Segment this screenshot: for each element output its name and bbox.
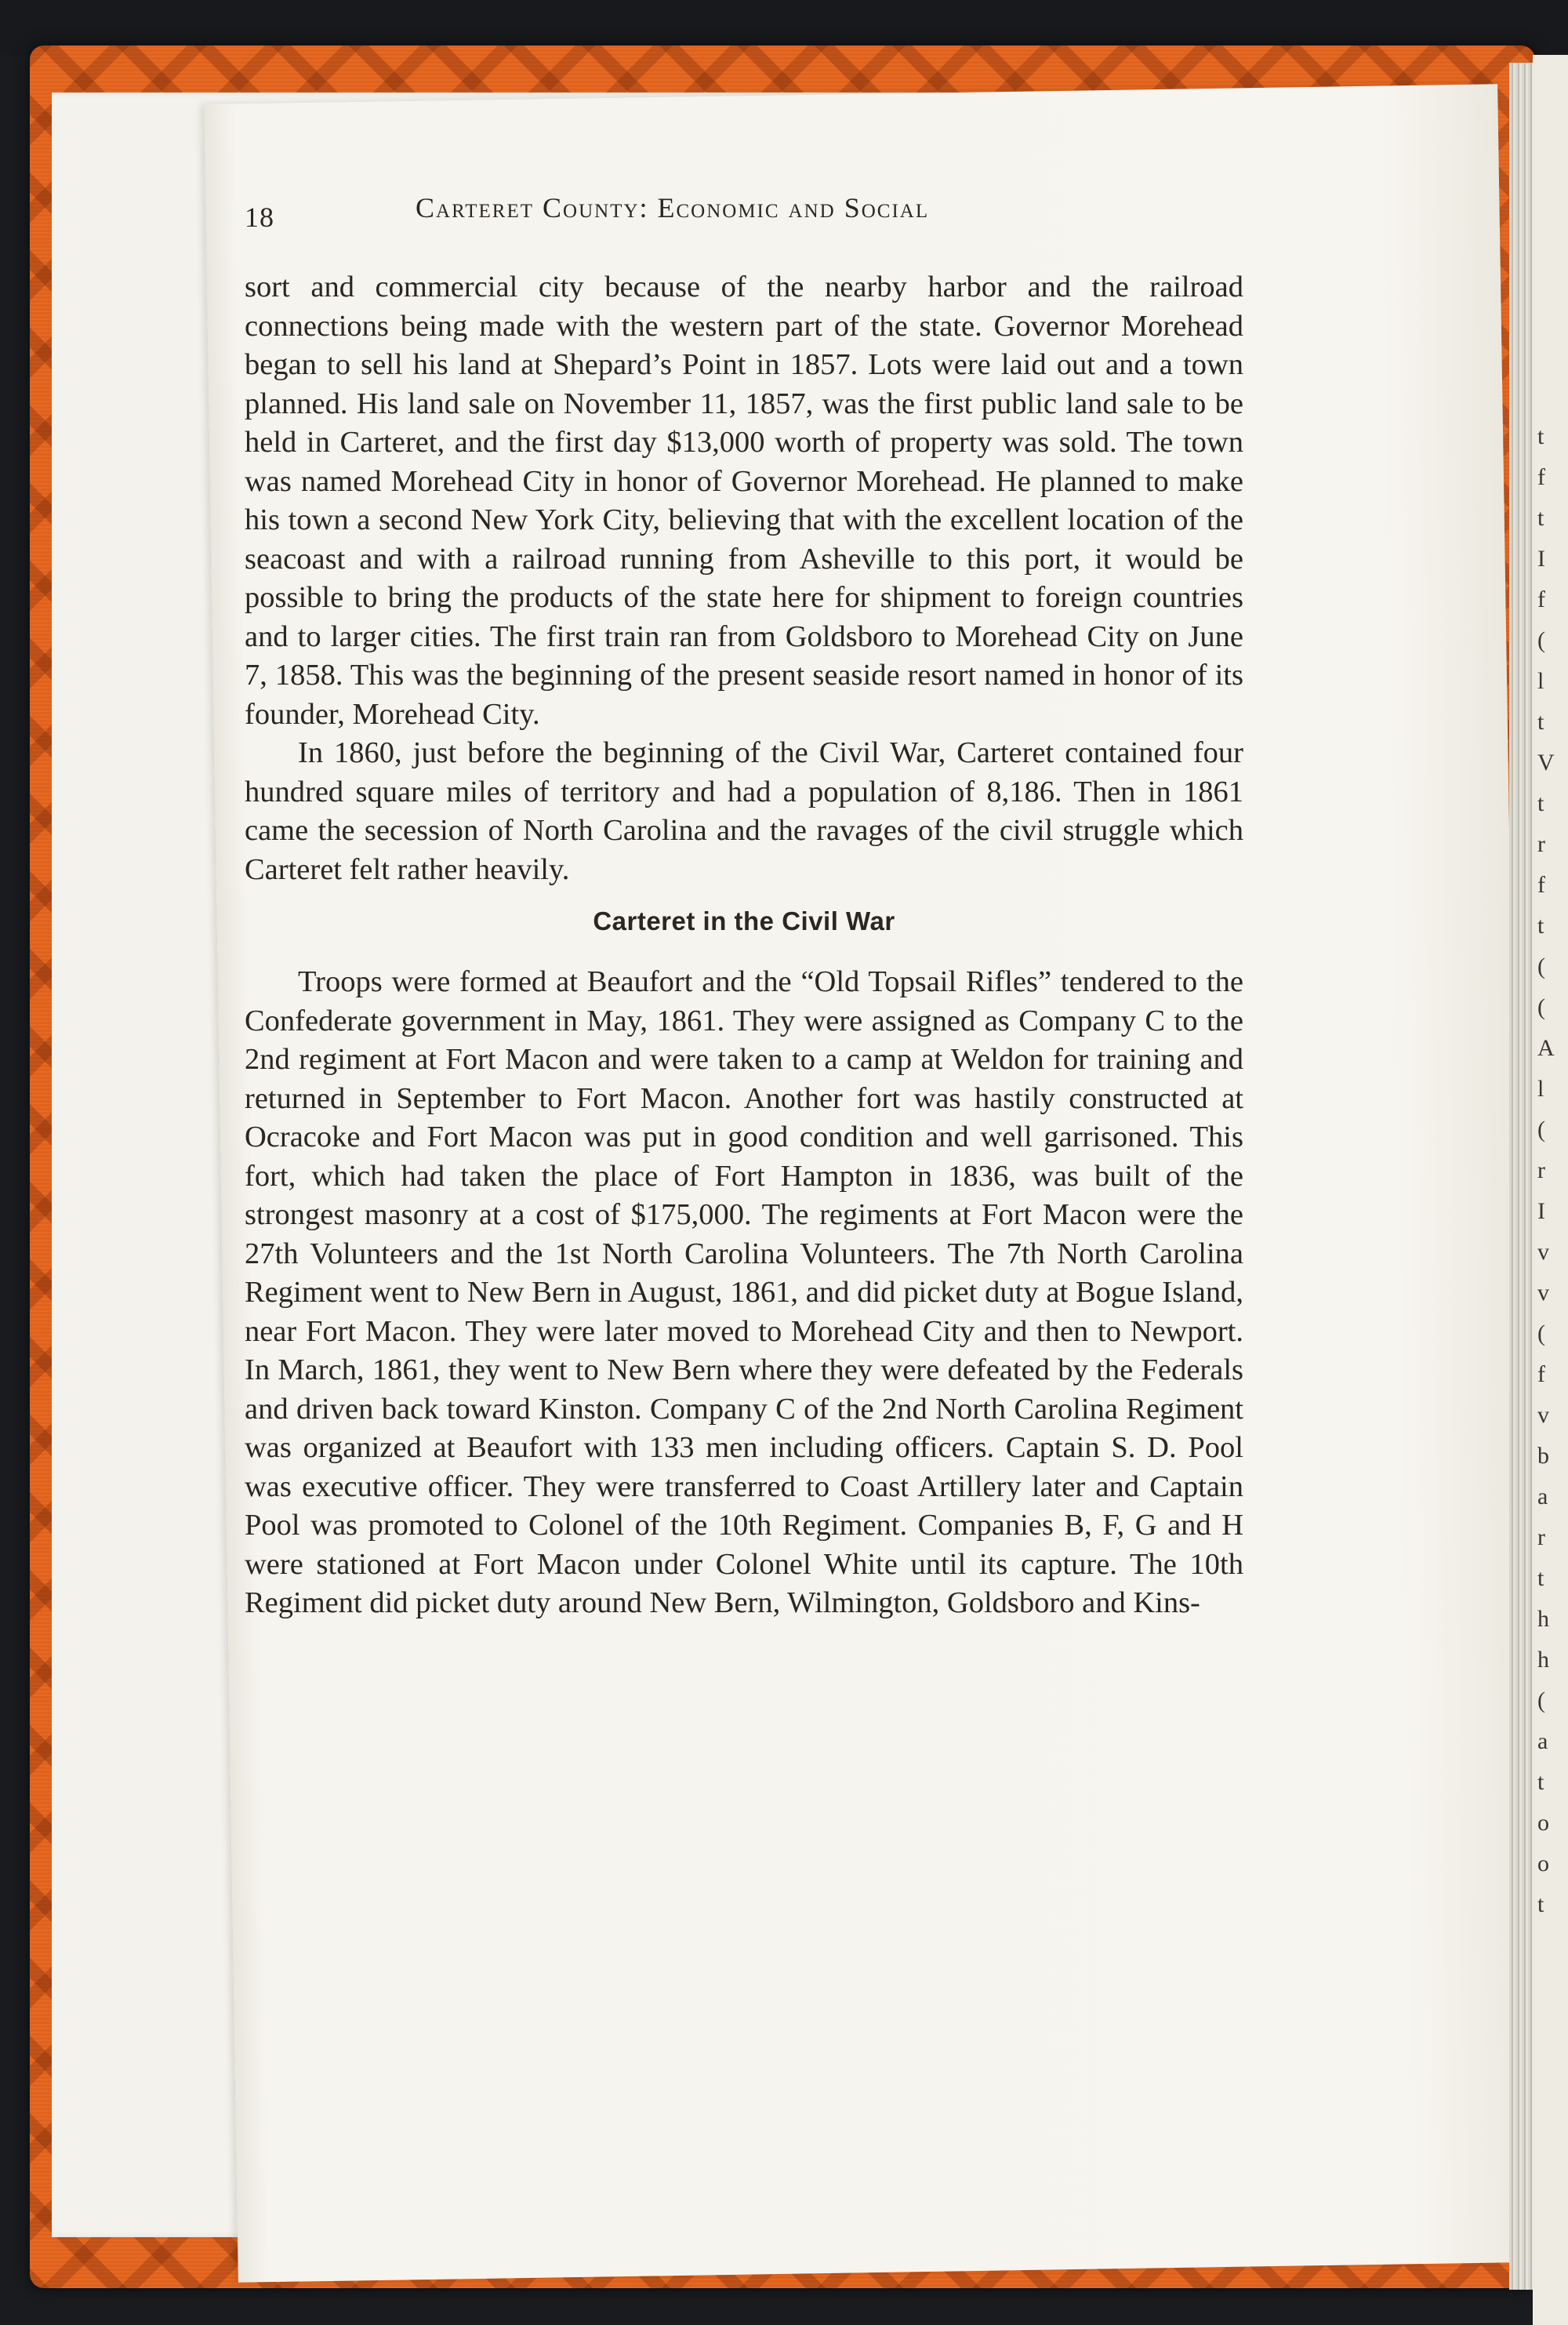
- page-number: 18: [245, 202, 274, 233]
- next-page-fragment: r: [1537, 1157, 1545, 1183]
- next-page-fragment: I: [1537, 546, 1545, 572]
- next-page-fragment: a: [1537, 1728, 1548, 1754]
- next-page-fragment: (: [1537, 1117, 1545, 1143]
- next-page-fragment: (: [1537, 1687, 1545, 1713]
- next-page-sliver: [1533, 55, 1568, 2325]
- next-page-fragment: f: [1537, 872, 1545, 898]
- next-page-fragment: t: [1537, 790, 1544, 816]
- next-page-fragment: t: [1537, 709, 1544, 735]
- next-page-fragment: f: [1537, 1361, 1545, 1387]
- next-page-fragment: t: [1537, 505, 1544, 531]
- next-page-fragment: a: [1537, 1484, 1548, 1509]
- next-page-fragment: h: [1537, 1606, 1549, 1632]
- next-page-fragment: r: [1537, 1524, 1545, 1550]
- next-page-fragment: A: [1537, 1035, 1555, 1061]
- running-head: [245, 187, 1243, 249]
- page-content: [245, 187, 1243, 1623]
- next-page-fragment: o: [1537, 1810, 1549, 1836]
- next-page-fragment: t: [1537, 913, 1544, 939]
- next-page-fragment: t: [1537, 1565, 1544, 1591]
- next-page-fragment: v: [1537, 1239, 1549, 1265]
- next-page-fragment: v: [1537, 1402, 1549, 1428]
- next-page-fragment: f: [1537, 587, 1545, 612]
- paragraph-1860-population: In 1860, just before the beginning of the Civil War, Carteret contained four hundred square miles of territory and had a population of 8,186. Then in 1861 came the secession of North Carolina and the ravages of the civil struggle which Carteret felt rather heavily.: [245, 736, 1243, 886]
- next-page-fragment: V: [1537, 750, 1555, 776]
- next-page-fragment: r: [1537, 831, 1545, 857]
- next-page-fragment: t: [1537, 1891, 1544, 1917]
- next-page-fragment: o: [1537, 1851, 1549, 1876]
- next-page-fragment: I: [1537, 1198, 1545, 1224]
- next-page-fragment: v: [1537, 1280, 1549, 1306]
- next-page-fragment: t: [1537, 423, 1544, 449]
- next-page-fragment: f: [1537, 464, 1545, 490]
- section-heading: Carteret in the Civil War: [593, 906, 895, 935]
- paragraph-civil-war-troops: Troops were formed at Beaufort and the “Old Topsail Rifles” tendered to the Confederate government in May, 1861. They were assigned as Company C to the 2nd regiment at Fort Macon and were taken to a camp at Weldon for training and returned in September to Fort Macon. Another fort was hastily constructed at Ocracoke and Fort Macon was put in good condition and well garrisoned. This fort, which had taken the place of Fort Hampton in 1836, was built of the strongest masonry at a cost of $175,000. The regiments at Fort Macon were the 27th Volunteers and the 1st North Carolina Volunteers. The 7th North Carolina Regiment went to New Bern in August, 1861, and did picket duty at Bogue Island, near Fort Macon. They were later moved to Morehead City and then to Newport. In March, 1861, they went to New Bern where they were defeated by the Federals and driven back toward Kinston. Company C of the 2nd North Carolina Regiment was organized at Beaufort with 133 men including officers. Captain S. D. Pool was executive officer. They were transferred to Coast Artillery later and Captain Pool was promoted to Colonel of the 10th Regiment. Companies B, F, G and H were stationed at Fort Macon under Colonel White until its capture. The 10th Regiment did picket duty around New Bern, Wilmington, Goldsboro and Kins-: [245, 965, 1243, 1619]
- paragraph-morehead-city: sort and commercial city because of the nearby harbor and the railroad connections being made with the western part of the state. Governor Morehead began to sell his land at Shepard’s Point in 1857. Lots were laid out and a town planned. His land sale on November 11, 1857, was the first public land sale to be held in Carteret, and the first day $13,000 worth of property was sold. The town was named Morehead City in honor of Governor Morehead. He planned to make his town a second New York City, believing that with the excellent location of the seacoast and with a railroad running from Asheville to this port, it would be possible to bring the products of the state here for shipment to foreign countries and to larger cities. The first train ran from Goldsboro to Morehead City on June 7, 1858. This was the beginning of the present seaside resort named in honor of its founder, Morehead City.: [245, 271, 1243, 731]
- next-page-fragment: (: [1537, 627, 1545, 653]
- next-page-fragment: t: [1537, 1769, 1544, 1795]
- running-title: Carteret County: Economic and Social: [416, 192, 930, 223]
- next-page-fragment: l: [1537, 668, 1544, 694]
- next-page-fragment: (: [1537, 954, 1545, 979]
- next-page-fragment: h: [1537, 1647, 1549, 1673]
- next-page-fragment: (: [1537, 1321, 1545, 1346]
- next-page-fragment: (: [1537, 994, 1545, 1020]
- next-page-fragment: b: [1537, 1443, 1549, 1469]
- page-edges: [1509, 63, 1534, 2290]
- next-page-fragment: l: [1537, 1076, 1544, 1102]
